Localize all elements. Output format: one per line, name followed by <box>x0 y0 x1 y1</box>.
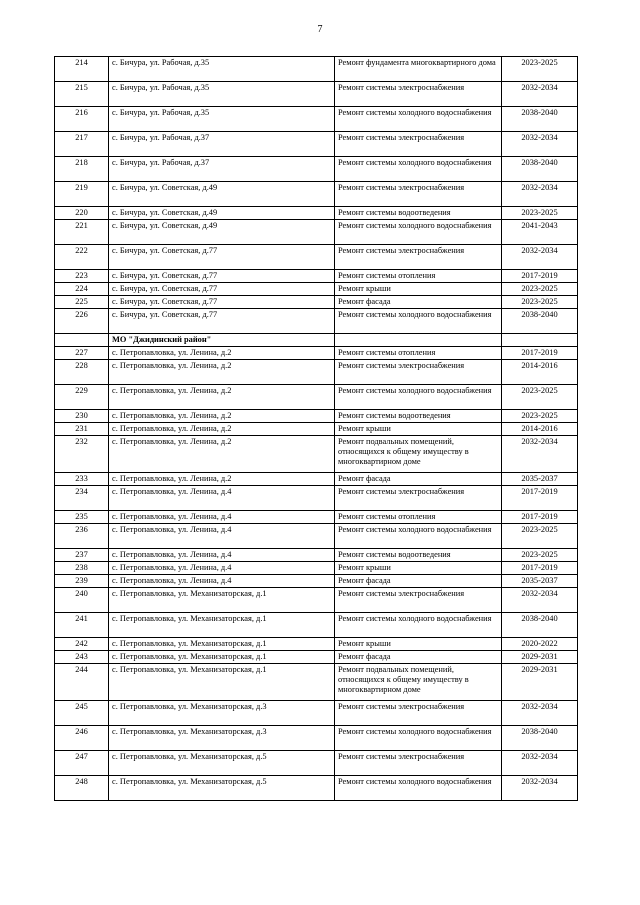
row-period: 2035-2037 <box>502 473 578 486</box>
row-work-type: Ремонт крыши <box>335 638 502 651</box>
row-number: 242 <box>55 638 109 651</box>
table-body-dzhida <box>55 347 578 801</box>
row-work-type: Ремонт системы холодного водоснабжения <box>335 107 502 132</box>
row-address: с. Петропавловка, ул. Механизаторская, д.1 <box>109 664 335 701</box>
row-work-type: Ремонт крыши <box>335 562 502 575</box>
row-period: 2041-2043 <box>502 220 578 245</box>
table-row <box>55 309 578 334</box>
row-work-type: Ремонт системы электроснабжения <box>335 245 502 270</box>
table-row <box>55 245 578 270</box>
section-header-row <box>55 334 578 347</box>
row-period: 2014-2016 <box>502 423 578 436</box>
table-row <box>55 385 578 410</box>
row-number: 222 <box>55 245 109 270</box>
row-address: с. Петропавловка, ул. Ленина, д.2 <box>109 436 335 473</box>
table-row <box>55 283 578 296</box>
table-row <box>55 220 578 245</box>
row-address: с. Бичура, ул. Советская, д.77 <box>109 245 335 270</box>
table-row <box>55 347 578 360</box>
section-title: МО "Джидинский район" <box>109 334 335 347</box>
row-number: 232 <box>55 436 109 473</box>
row-number: 240 <box>55 588 109 613</box>
row-period: 2038-2040 <box>502 726 578 751</box>
row-number: 241 <box>55 613 109 638</box>
row-work-type: Ремонт подвальных помещений, относящихся к общему имуществу в многоквартирном доме <box>335 436 502 473</box>
row-address: с. Петропавловка, ул. Механизаторская, д.5 <box>109 751 335 776</box>
row-period: 2020-2022 <box>502 638 578 651</box>
row-address: с. Петропавловка, ул. Механизаторская, д.3 <box>109 726 335 751</box>
table-row <box>55 562 578 575</box>
section-work-cell <box>335 334 502 347</box>
row-number: 244 <box>55 664 109 701</box>
row-address: с. Бичура, ул. Советская, д.77 <box>109 309 335 334</box>
row-number: 234 <box>55 486 109 511</box>
row-address: с. Бичура, ул. Советская, д.77 <box>109 270 335 283</box>
row-work-type: Ремонт системы водоотведения <box>335 207 502 220</box>
table-row <box>55 57 578 82</box>
row-work-type: Ремонт системы холодного водоснабжения <box>335 157 502 182</box>
table-row <box>55 664 578 701</box>
row-number: 245 <box>55 701 109 726</box>
row-period: 2017-2019 <box>502 270 578 283</box>
row-work-type: Ремонт системы электроснабжения <box>335 132 502 157</box>
table-row <box>55 423 578 436</box>
row-period: 2023-2025 <box>502 57 578 82</box>
table-row <box>55 588 578 613</box>
table-row <box>55 107 578 132</box>
row-address: с. Бичура, ул. Рабочая, д.37 <box>109 157 335 182</box>
row-work-type: Ремонт системы отопления <box>335 511 502 524</box>
row-work-type: Ремонт системы холодного водоснабжения <box>335 220 502 245</box>
row-number: 221 <box>55 220 109 245</box>
row-number: 219 <box>55 182 109 207</box>
row-work-type: Ремонт системы холодного водоснабжения <box>335 309 502 334</box>
row-address: с. Бичура, ул. Рабочая, д.35 <box>109 57 335 82</box>
table-row <box>55 410 578 423</box>
row-period: 2032-2034 <box>502 701 578 726</box>
row-address: с. Петропавловка, ул. Ленина, д.4 <box>109 511 335 524</box>
table-row <box>55 776 578 801</box>
row-address: с. Петропавловка, ул. Ленина, д.4 <box>109 486 335 511</box>
row-period: 2023-2025 <box>502 549 578 562</box>
table-row <box>55 473 578 486</box>
row-work-type: Ремонт фасада <box>335 651 502 664</box>
row-work-type: Ремонт системы холодного водоснабжения <box>335 776 502 801</box>
table-row <box>55 638 578 651</box>
row-period: 2023-2025 <box>502 524 578 549</box>
table-row <box>55 575 578 588</box>
row-work-type: Ремонт системы отопления <box>335 270 502 283</box>
table-row <box>55 751 578 776</box>
table-row <box>55 207 578 220</box>
row-period: 2032-2034 <box>502 132 578 157</box>
table-row <box>55 651 578 664</box>
row-period: 2029-2031 <box>502 664 578 701</box>
row-work-type: Ремонт крыши <box>335 283 502 296</box>
row-address: с. Бичура, ул. Рабочая, д.37 <box>109 132 335 157</box>
table-row <box>55 436 578 473</box>
row-address: с. Петропавловка, ул. Ленина, д.2 <box>109 473 335 486</box>
row-address: с. Петропавловка, ул. Механизаторская, д.1 <box>109 588 335 613</box>
section-period-cell <box>502 334 578 347</box>
row-period: 2023-2025 <box>502 296 578 309</box>
row-address: с. Бичура, ул. Рабочая, д.35 <box>109 107 335 132</box>
row-address: с. Бичура, ул. Советская, д.49 <box>109 220 335 245</box>
row-period: 2023-2025 <box>502 385 578 410</box>
table-row <box>55 726 578 751</box>
row-period: 2017-2019 <box>502 486 578 511</box>
table-row <box>55 524 578 549</box>
row-number: 236 <box>55 524 109 549</box>
row-address: с. Петропавловка, ул. Ленина, д.4 <box>109 575 335 588</box>
row-period: 2032-2034 <box>502 82 578 107</box>
row-work-type: Ремонт системы электроснабжения <box>335 588 502 613</box>
table-row <box>55 132 578 157</box>
row-number: 224 <box>55 283 109 296</box>
row-address: с. Петропавловка, ул. Ленина, д.4 <box>109 562 335 575</box>
row-address: с. Бичура, ул. Советская, д.49 <box>109 182 335 207</box>
row-period: 2014-2016 <box>502 360 578 385</box>
row-period: 2038-2040 <box>502 613 578 638</box>
row-period: 2032-2034 <box>502 588 578 613</box>
row-address: с. Бичура, ул. Советская, д.77 <box>109 283 335 296</box>
row-work-type: Ремонт системы холодного водоснабжения <box>335 726 502 751</box>
row-number: 230 <box>55 410 109 423</box>
table-row <box>55 270 578 283</box>
row-address: с. Петропавловка, ул. Ленина, д.2 <box>109 360 335 385</box>
row-address: с. Петропавловка, ул. Ленина, д.2 <box>109 347 335 360</box>
row-address: с. Петропавловка, ул. Ленина, д.2 <box>109 410 335 423</box>
row-address: с. Петропавловка, ул. Механизаторская, д.1 <box>109 613 335 638</box>
row-number: 229 <box>55 385 109 410</box>
row-work-type: Ремонт системы холодного водоснабжения <box>335 524 502 549</box>
row-address: с. Петропавловка, ул. Ленина, д.4 <box>109 549 335 562</box>
row-period: 2032-2034 <box>502 751 578 776</box>
row-number: 216 <box>55 107 109 132</box>
table-row <box>55 486 578 511</box>
row-period: 2038-2040 <box>502 309 578 334</box>
row-address: с. Бичура, ул. Рабочая, д.35 <box>109 82 335 107</box>
row-period: 2017-2019 <box>502 347 578 360</box>
row-period: 2032-2034 <box>502 245 578 270</box>
row-work-type: Ремонт фасада <box>335 575 502 588</box>
row-number: 238 <box>55 562 109 575</box>
row-address: с. Петропавловка, ул. Ленина, д.2 <box>109 385 335 410</box>
row-work-type: Ремонт системы холодного водоснабжения <box>335 613 502 638</box>
row-work-type: Ремонт системы электроснабжения <box>335 82 502 107</box>
table-row <box>55 82 578 107</box>
row-number: 235 <box>55 511 109 524</box>
row-work-type: Ремонт системы холодного водоснабжения <box>335 385 502 410</box>
table-row <box>55 157 578 182</box>
row-number: 223 <box>55 270 109 283</box>
row-period: 2017-2019 <box>502 562 578 575</box>
row-period: 2029-2031 <box>502 651 578 664</box>
table-row <box>55 549 578 562</box>
row-number: 231 <box>55 423 109 436</box>
table-row <box>55 296 578 309</box>
repair-schedule-table <box>54 56 578 801</box>
row-number: 215 <box>55 82 109 107</box>
row-address: с. Петропавловка, ул. Механизаторская, д.3 <box>109 701 335 726</box>
row-work-type: Ремонт подвальных помещений, относящихся к общему имуществу в многоквартирном доме <box>335 664 502 701</box>
row-number: 243 <box>55 651 109 664</box>
table-row <box>55 182 578 207</box>
row-address: с. Петропавловка, ул. Механизаторская, д.5 <box>109 776 335 801</box>
table-row <box>55 701 578 726</box>
row-period: 2038-2040 <box>502 157 578 182</box>
row-address: с. Петропавловка, ул. Механизаторская, д.1 <box>109 638 335 651</box>
row-period: 2032-2034 <box>502 436 578 473</box>
row-number: 239 <box>55 575 109 588</box>
row-work-type: Ремонт системы электроснабжения <box>335 182 502 207</box>
row-period: 2035-2037 <box>502 575 578 588</box>
row-work-type: Ремонт системы водоотведения <box>335 410 502 423</box>
row-work-type: Ремонт фундамента многоквартирного дома <box>335 57 502 82</box>
row-number: 233 <box>55 473 109 486</box>
row-work-type: Ремонт системы электроснабжения <box>335 701 502 726</box>
table-row <box>55 511 578 524</box>
row-work-type: Ремонт крыши <box>335 423 502 436</box>
row-work-type: Ремонт системы электроснабжения <box>335 751 502 776</box>
row-number: 228 <box>55 360 109 385</box>
row-period: 2017-2019 <box>502 511 578 524</box>
row-period: 2032-2034 <box>502 776 578 801</box>
row-address: с. Бичура, ул. Советская, д.49 <box>109 207 335 220</box>
row-number: 237 <box>55 549 109 562</box>
section-num-cell <box>55 334 109 347</box>
row-period: 2032-2034 <box>502 182 578 207</box>
row-number: 226 <box>55 309 109 334</box>
row-work-type: Ремонт фасада <box>335 296 502 309</box>
row-number: 246 <box>55 726 109 751</box>
row-number: 248 <box>55 776 109 801</box>
table-row <box>55 360 578 385</box>
row-address: с. Бичура, ул. Советская, д.77 <box>109 296 335 309</box>
page-number: 7 <box>317 24 323 35</box>
row-work-type: Ремонт системы электроснабжения <box>335 360 502 385</box>
row-address: с. Петропавловка, ул. Механизаторская, д.1 <box>109 651 335 664</box>
row-number: 220 <box>55 207 109 220</box>
table-section <box>55 334 578 347</box>
table-row <box>55 613 578 638</box>
row-period: 2023-2025 <box>502 207 578 220</box>
table-body-bichura <box>55 57 578 334</box>
row-number: 218 <box>55 157 109 182</box>
row-work-type: Ремонт фасада <box>335 473 502 486</box>
row-work-type: Ремонт системы электроснабжения <box>335 486 502 511</box>
row-period: 2023-2025 <box>502 283 578 296</box>
row-work-type: Ремонт системы водоотведения <box>335 549 502 562</box>
row-period: 2038-2040 <box>502 107 578 132</box>
row-number: 217 <box>55 132 109 157</box>
row-number: 225 <box>55 296 109 309</box>
row-period: 2023-2025 <box>502 410 578 423</box>
row-address: с. Петропавловка, ул. Ленина, д.2 <box>109 423 335 436</box>
row-address: с. Петропавловка, ул. Ленина, д.4 <box>109 524 335 549</box>
row-work-type: Ремонт системы отопления <box>335 347 502 360</box>
row-number: 227 <box>55 347 109 360</box>
row-number: 247 <box>55 751 109 776</box>
row-number: 214 <box>55 57 109 82</box>
